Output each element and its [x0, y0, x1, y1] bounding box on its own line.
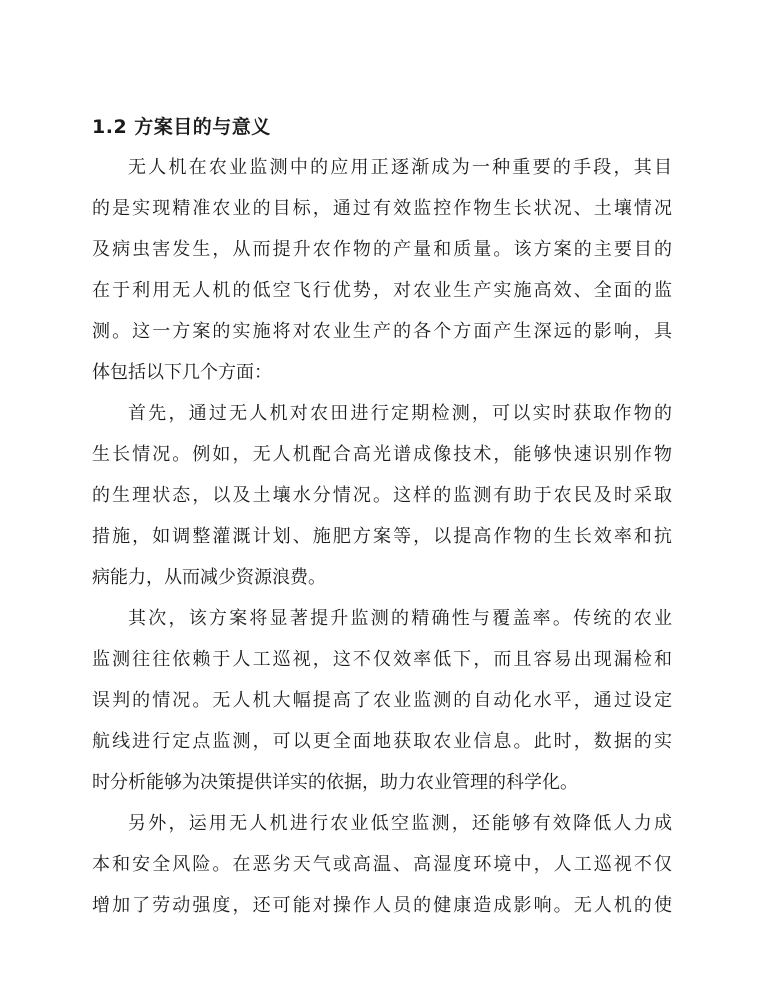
paragraph-2-line-5: 病能力，从而减少资源浪费。	[92, 567, 326, 588]
paragraph-2-line-2: 生长情况。例如，无人机配合高光谱成像技术，能够快速识别作物	[92, 444, 672, 465]
paragraph-3-line-4: 航线进行定点监测，可以更全面地获取农业信息。此时，数据的实	[92, 731, 672, 752]
paragraph-1-line-3: 及病虫害发生，从而提升农作物的产量和质量。该方案的主要目的	[92, 239, 672, 260]
paragraph-3-line-5: 时分析能够为决策提供详实的依据，助力农业管理的科学化。	[92, 772, 578, 793]
paragraph-4-line-2: 本和安全风险。在恶劣天气或高温、高湿度环境中，人工巡视不仅	[92, 854, 672, 875]
paragraph-1-line-2: 的是实现精准农业的目标，通过有效监控作物生长状况、土壤情况	[92, 198, 672, 219]
paragraph-3-line-2: 监测往往依赖于人工巡视，这不仅效率低下，而且容易出现漏检和	[92, 649, 672, 670]
paragraph-2-line-3: 的生理状态，以及土壤水分情况。这样的监测有助于农民及时采取	[92, 485, 672, 506]
paragraph-1-line-1: 无人机在农业监测中的应用正逐渐成为一种重要的手段，其目	[128, 157, 672, 178]
paragraph-3-line-3: 误判的情况。无人机大幅提高了农业监测的自动化水平，通过设定	[92, 690, 672, 711]
section-heading: 1.2 方案目的与意义	[92, 116, 271, 138]
paragraph-3-line-1: 其次，该方案将显著提升监测的精确性与覆盖率。传统的农业	[128, 608, 672, 629]
paragraph-1-line-4: 在于利用无人机的低空飞行优势，对农业生产实施高效、全面的监	[92, 280, 672, 301]
paragraph-1-line-6: 体包括以下几个方面：	[92, 362, 272, 383]
paragraph-4-line-1: 另外，运用无人机进行农业低空监测，还能够有效降低人力成	[128, 813, 672, 834]
paragraph-2-line-1: 首先，通过无人机对农田进行定期检测，可以实时获取作物的	[128, 403, 672, 424]
paragraph-2-line-4: 措施，如调整灌溉计划、施肥方案等，以提高作物的生长效率和抗	[92, 526, 672, 547]
paragraph-1-line-5: 测。这一方案的实施将对农业生产的各个方面产生深远的影响，具	[92, 321, 672, 342]
paragraph-4-line-3: 增加了劳动强度，还可能对操作人员的健康造成影响。无人机的使	[92, 895, 672, 916]
